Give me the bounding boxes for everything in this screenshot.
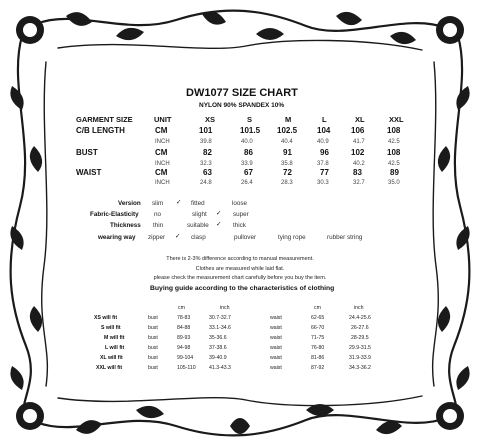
attr-option: fitted <box>191 200 205 207</box>
table-cell: 102 <box>351 148 365 157</box>
table-cell: 35.8 <box>281 161 293 167</box>
note-line: please check the measurement chart carefully before you buy the item. <box>153 275 327 281</box>
guide-col-cm: cm <box>314 305 321 311</box>
guide-col-cm: cm <box>178 305 185 311</box>
table-cell: 41.7 <box>353 139 365 145</box>
guide-cell: 81-86 <box>311 355 325 361</box>
check-icon: ✓ <box>176 199 182 206</box>
table-cell: 96 <box>320 148 329 157</box>
attr-option: tying rope <box>278 234 306 241</box>
guide-row-label: XL will fit <box>100 355 123 361</box>
table-cell: 28.3 <box>281 180 293 186</box>
table-cell: 102.5 <box>277 126 298 135</box>
attr-option: super <box>233 211 249 218</box>
size-header-xs: XS <box>205 115 216 124</box>
guide-cell: 33.1-34.6 <box>209 325 231 331</box>
table-cell: 33.9 <box>241 161 253 167</box>
table-cell: 32.3 <box>200 161 212 167</box>
guide-cell: 84-88 <box>177 325 191 331</box>
guide-cell: 62-65 <box>311 315 325 321</box>
guide-col-inch: inch <box>354 305 364 311</box>
table-cell: 24.8 <box>200 180 212 186</box>
table-cell: 91 <box>283 148 292 157</box>
guide-row-label: L will fit <box>105 345 125 351</box>
size-header-xxl: XXL <box>389 115 404 124</box>
guide-cell: 37-38.6 <box>209 345 227 351</box>
guide-cell: 89-93 <box>177 335 191 341</box>
table-cell: 32.7 <box>353 180 365 186</box>
attr-option: thick <box>233 222 246 229</box>
table-cell: 82 <box>203 148 212 157</box>
check-icon: ✓ <box>175 233 181 240</box>
table-cell: 40.4 <box>281 139 293 145</box>
guide-cell: 31.9-33.9 <box>349 355 371 361</box>
size-header-s: S <box>247 115 253 124</box>
buying-guide-title: Buying guide according to the characteristics of clothing <box>150 285 335 292</box>
table-cell: 89 <box>390 168 399 177</box>
table-cell: 40.0 <box>241 139 253 145</box>
unit-cm: CM <box>155 126 168 135</box>
table-cell: 67 <box>244 168 253 177</box>
row-label-waist: WAIST <box>76 168 102 177</box>
guide-bust-label: bust <box>148 365 158 371</box>
size-header-xl: XL <box>355 115 365 124</box>
fabric-composition: NYLON 90% SPANDEX 10% <box>199 102 285 109</box>
guide-row-label: XS will fit <box>94 315 118 321</box>
guide-cell: 105-110 <box>177 365 196 371</box>
guide-cell: 30.7-32.7 <box>209 315 231 321</box>
guide-waist-label: waist <box>270 335 282 341</box>
attr-option: slight <box>192 211 207 218</box>
unit-header: UNIT <box>154 115 172 124</box>
table-cell: 30.3 <box>317 180 329 186</box>
table-cell: 42.5 <box>388 161 400 167</box>
check-icon: ✓ <box>216 221 222 228</box>
chart-title: DW1077 SIZE CHART <box>186 87 298 99</box>
guide-cell: 94-98 <box>177 345 191 351</box>
guide-waist-label: waist <box>270 315 282 321</box>
table-cell: 40.2 <box>353 161 365 167</box>
table-cell: 35.0 <box>388 180 400 186</box>
guide-waist-label: waist <box>270 345 282 351</box>
guide-row-label: M will fit <box>104 335 125 341</box>
table-cell: 83 <box>353 168 362 177</box>
guide-cell: 24.4-25.6 <box>349 315 371 321</box>
guide-cell: 87-92 <box>311 365 325 371</box>
guide-bust-label: bust <box>148 355 158 361</box>
guide-bust-label: bust <box>148 315 158 321</box>
guide-cell: 28-29.5 <box>351 335 369 341</box>
attr-label-fabric-elasticity: Fabric-Elasticity <box>90 211 139 218</box>
garment-size-header: GARMENT SIZE <box>76 115 133 124</box>
size-header-l: L <box>322 115 327 124</box>
table-cell: 77 <box>320 168 329 177</box>
table-cell: 37.8 <box>317 161 329 167</box>
table-cell: 39.8 <box>200 139 212 145</box>
attr-option: zipper <box>148 234 166 241</box>
guide-cell: 78-83 <box>177 315 191 321</box>
guide-bust-label: bust <box>148 325 158 331</box>
attr-option: thin <box>153 222 164 229</box>
guide-cell: 66-70 <box>311 325 325 331</box>
attr-label-version: Version <box>118 200 141 207</box>
guide-cell: 29.9-31.5 <box>349 345 371 351</box>
table-cell: 63 <box>203 168 212 177</box>
attr-option: suitable <box>187 222 209 229</box>
table-cell: 104 <box>317 126 331 135</box>
table-cell: 42.5 <box>388 139 400 145</box>
row-label-bust: BUST <box>76 148 98 157</box>
guide-cell: 41.3-43.3 <box>209 365 231 371</box>
guide-col-inch: inch <box>220 305 230 311</box>
attr-label-wearing-way: wearing way <box>98 234 136 241</box>
guide-cell: 39-40.9 <box>209 355 227 361</box>
guide-cell: 76-80 <box>311 345 325 351</box>
table-cell: 106 <box>351 126 365 135</box>
attr-option: pullover <box>234 234 257 241</box>
guide-cell: 99-104 <box>177 355 194 361</box>
guide-row-label: S will fit <box>101 325 121 331</box>
check-icon: ✓ <box>216 210 222 217</box>
attr-label-thickness: Thickness <box>110 222 141 229</box>
table-cell: 108 <box>387 148 401 157</box>
row-label-cb-length: C/B LENGTH <box>76 126 125 135</box>
unit-cm: CM <box>155 168 168 177</box>
unit-cm: CM <box>155 148 168 157</box>
table-cell: 108 <box>387 126 401 135</box>
guide-cell: 71-75 <box>311 335 325 341</box>
table-cell: 26.4 <box>241 180 253 186</box>
table-cell: 86 <box>244 148 253 157</box>
guide-waist-label: waist <box>270 355 282 361</box>
attr-option: rubber string <box>327 234 363 241</box>
unit-inch: INCH <box>155 180 170 186</box>
guide-bust-label: bust <box>148 335 158 341</box>
unit-inch: INCH <box>155 139 170 145</box>
guide-cell: 35-36.6 <box>209 335 227 341</box>
note-line: Clothes are measured while laid flat. <box>195 266 285 272</box>
guide-row-label: XXL will fit <box>96 365 123 371</box>
attr-option: loose <box>232 200 248 207</box>
guide-bust-label: bust <box>148 345 158 351</box>
guide-waist-label: waist <box>270 365 282 371</box>
attr-option: slim <box>152 200 164 207</box>
table-cell: 40.9 <box>317 139 329 145</box>
table-cell: 101 <box>199 126 213 135</box>
unit-inch: INCH <box>155 161 170 167</box>
guide-waist-label: waist <box>270 325 282 331</box>
table-cell: 72 <box>283 168 292 177</box>
guide-cell: 34.3-36.2 <box>349 365 371 371</box>
size-header-m: M <box>285 115 292 124</box>
note-line: There is 2-3% difference according to manual measurement. <box>166 256 314 262</box>
attr-option: clasp <box>191 234 206 241</box>
guide-cell: 26-27.6 <box>351 325 369 331</box>
table-cell: 101.5 <box>240 126 261 135</box>
attr-option: no <box>154 211 162 218</box>
